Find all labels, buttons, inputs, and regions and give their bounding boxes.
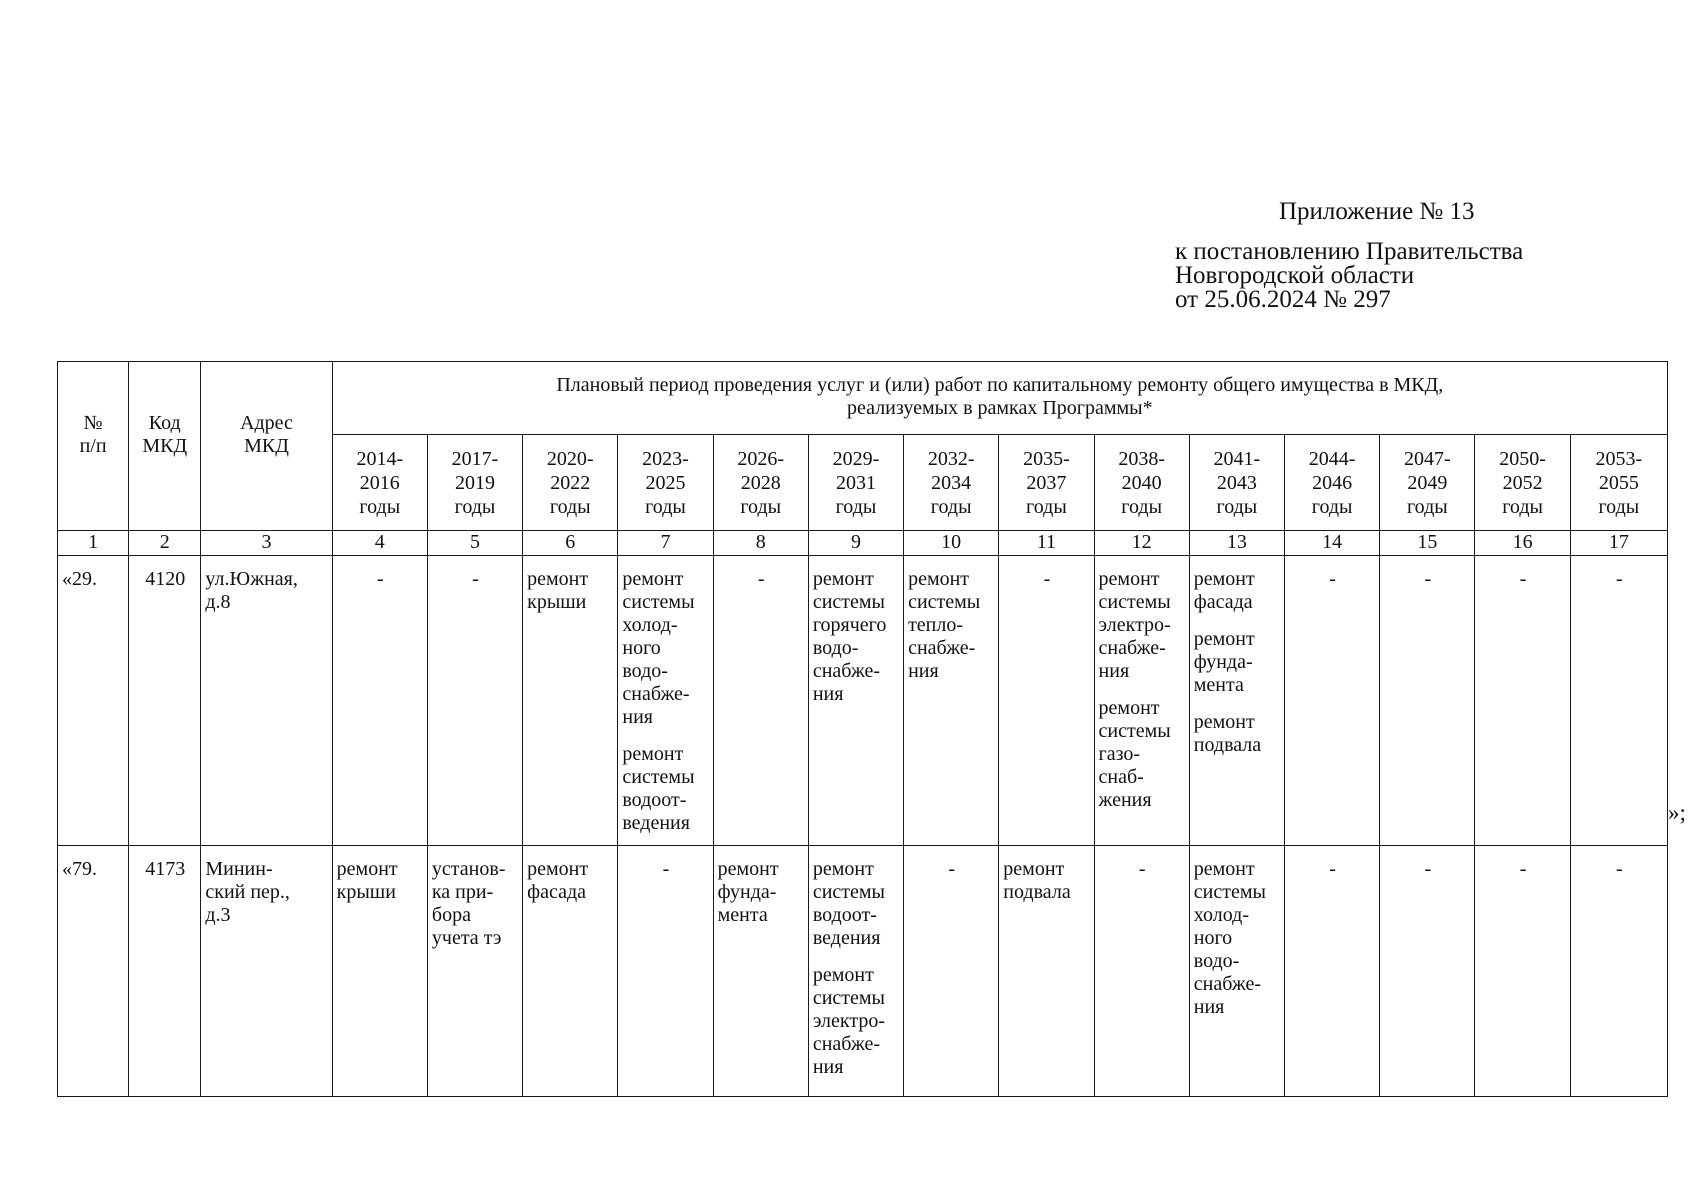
table-row [58, 846, 1668, 1097]
column-number: 13 [1189, 531, 1284, 556]
annex-line-2: Новгородской области [1175, 262, 1415, 289]
column-number: 9 [808, 531, 903, 556]
column-number: 3 [201, 531, 332, 556]
work-cell: ремонт фасада [523, 846, 618, 1097]
period-header-2: 2020- 2022 годы [523, 435, 618, 531]
column-number: 15 [1380, 531, 1475, 556]
work-cell: ремонт фасада ремонт фунда- мента ремонт подвала [1189, 556, 1284, 846]
header-period-title: Плановый период проведения услуг и (или) работ по капитальному ремонту общего имущества в МКД, реализуемых в рамках Программы* [332, 362, 1667, 435]
column-numbers-row [58, 531, 1668, 556]
work-cell: - [618, 846, 713, 1097]
work-cell: - [1570, 556, 1667, 846]
work-cell: - [999, 556, 1094, 846]
annex-line-1: к постановлению Правительства [1175, 238, 1524, 265]
annex-header [1175, 200, 1645, 312]
header-address: Адрес МКД [201, 362, 332, 531]
work-cell: - [1285, 556, 1380, 846]
work-cell: - [1380, 556, 1475, 846]
column-number: 11 [999, 531, 1094, 556]
period-header-8: 2038- 2040 годы [1094, 435, 1189, 531]
annex-line-3: от 25.06.2024 № 297 [1175, 286, 1391, 313]
work-cell: - [1570, 846, 1667, 1097]
column-number: 1 [58, 531, 129, 556]
work-cell: ремонт системы водоот- ведения ремонт системы электро- снабже- ния [808, 846, 903, 1097]
work-cell: ремонт системы электро- снабже- ния ремонт системы газо- снаб- жения [1094, 556, 1189, 846]
closing-quote-mark: »; [1668, 800, 1686, 825]
work-cell: ремонт крыши [332, 846, 427, 1097]
period-header-10: 2044- 2046 годы [1285, 435, 1380, 531]
work-cell: ремонт системы холод- ного водо- снабже- ния [1189, 846, 1284, 1097]
work-cell: ремонт системы горячего водо- снабже- ния [808, 556, 903, 846]
work-cell: - [427, 556, 522, 846]
work-cell: - [1475, 556, 1570, 846]
work-cell: - [1380, 846, 1475, 1097]
capital-repair-plan-table [57, 361, 1668, 1097]
work-cell: - [904, 846, 999, 1097]
table-row [58, 556, 1668, 846]
period-header-6: 2032- 2034 годы [904, 435, 999, 531]
work-cell: ремонт крыши [523, 556, 618, 846]
work-cell: - [713, 556, 808, 846]
work-cell: ремонт системы тепло- снабже- ния [904, 556, 999, 846]
period-header-4: 2026- 2028 годы [713, 435, 808, 531]
column-number: 5 [427, 531, 522, 556]
row-number: «79. [58, 846, 129, 1097]
period-header-9: 2041- 2043 годы [1189, 435, 1284, 531]
period-header-1: 2017- 2019 годы [427, 435, 522, 531]
header-code: Код МКД [129, 362, 201, 531]
column-number: 16 [1475, 531, 1570, 556]
column-number: 8 [713, 531, 808, 556]
work-cell: - [1094, 846, 1189, 1097]
row-address: ул.Южная, д.8 [201, 556, 332, 846]
period-header-12: 2050- 2052 годы [1475, 435, 1570, 531]
row-code: 4173 [129, 846, 201, 1097]
work-cell: ремонт фунда- мента [713, 846, 808, 1097]
period-header-11: 2047- 2049 годы [1380, 435, 1475, 531]
period-header-3: 2023- 2025 годы [618, 435, 713, 531]
work-cell: установ- ка при- бора учета тэ [427, 846, 522, 1097]
column-number: 17 [1570, 531, 1667, 556]
work-cell: ремонт подвала [999, 846, 1094, 1097]
column-number: 7 [618, 531, 713, 556]
column-number: 10 [904, 531, 999, 556]
header-number: № п/п [58, 362, 129, 531]
period-header-0: 2014- 2016 годы [332, 435, 427, 531]
work-cell: - [332, 556, 427, 846]
work-cell: - [1475, 846, 1570, 1097]
column-number: 4 [332, 531, 427, 556]
annex-number: Приложение № 13 [1279, 198, 1475, 225]
period-header-7: 2035- 2037 годы [999, 435, 1094, 531]
work-cell: ремонт системы холод- ного водо- снабже- ния ремонт системы водоот- ведения [618, 556, 713, 846]
column-number: 12 [1094, 531, 1189, 556]
column-number: 6 [523, 531, 618, 556]
column-number: 14 [1285, 531, 1380, 556]
row-code: 4120 [129, 556, 201, 846]
column-number: 2 [129, 531, 201, 556]
period-header-5: 2029- 2031 годы [808, 435, 903, 531]
row-number: «29. [58, 556, 129, 846]
period-header-13: 2053- 2055 годы [1570, 435, 1667, 531]
work-cell: - [1285, 846, 1380, 1097]
row-address: Минин- ский пер., д.3 [201, 846, 332, 1097]
